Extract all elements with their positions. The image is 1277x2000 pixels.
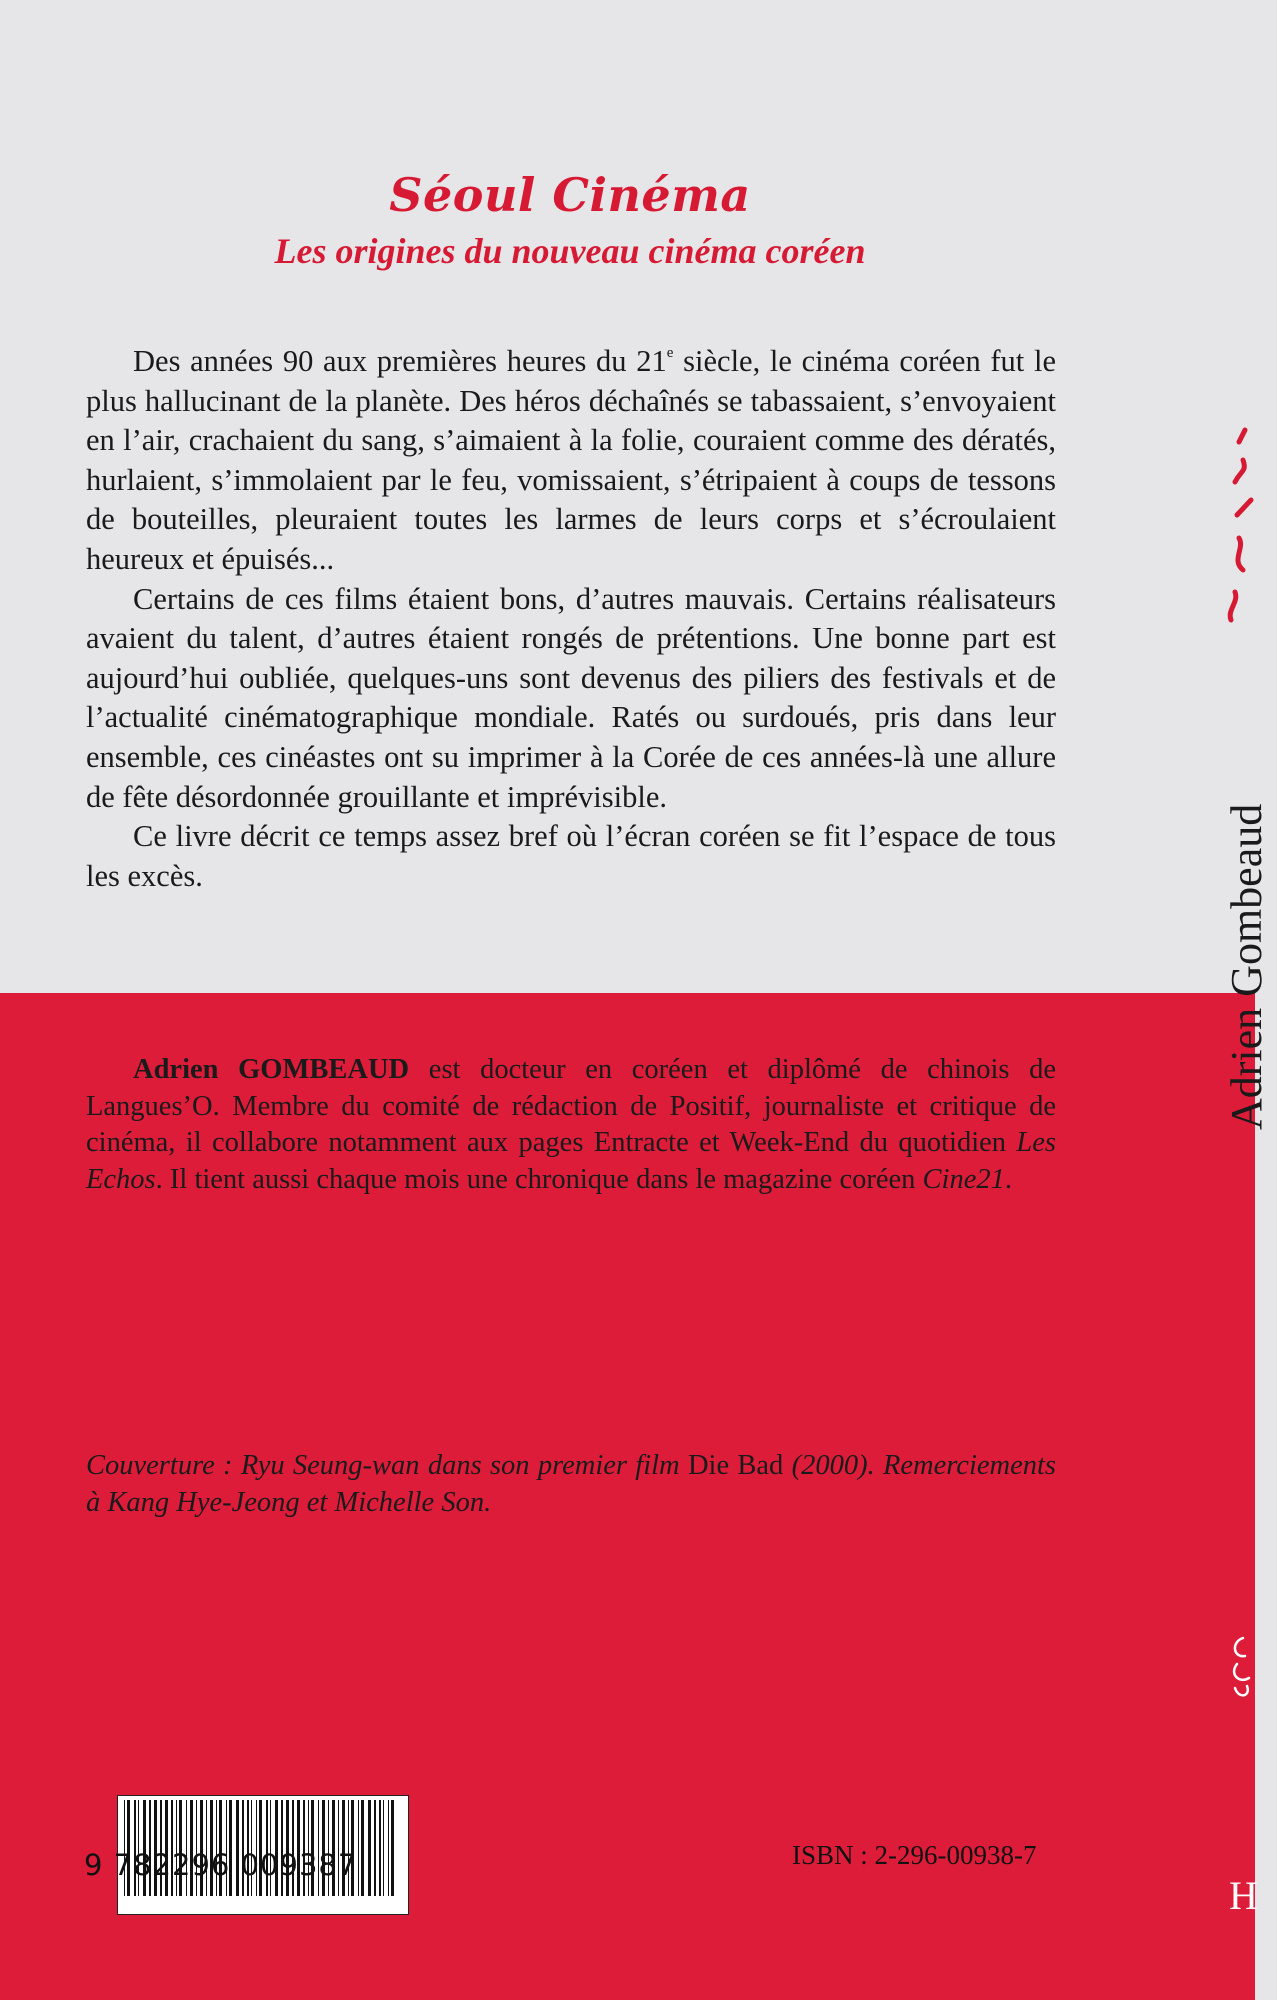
blurb-paragraph-2: Certains de ces films étaient bons, d’autres mauvais. Certains réalisateurs avaient du talent, d’autres étaient rongés de prétentions. Une bonne part est aujourd’hui oubliée, quelques-uns sont devenus des piliers des festivals et de l’actualité cinématographique mondiale. Ratés ou surdoués, pris dans leur ensemble, ces cinéastes ont su imprimer à la Corée de ces années-là une allure de fête désordonnée grouillante et imprévisible. <box>86 581 1056 814</box>
barcode-bar <box>388 1800 389 1896</box>
barcode-number: 9 782296 009387 <box>84 1848 358 1882</box>
book-title: Séoul Cinéma <box>389 168 751 222</box>
back-cover-blurb <box>86 342 1056 896</box>
publisher-logo-icon <box>1225 1630 1265 1710</box>
bio-text: est docteur en coréen et diplômé de chinois de Langues’O. Membre du comité de rédaction de Positif, journaliste et critique de cinéma, il collabore notamment aux pages Entracte et Week-End du quotidien <box>86 1054 1057 1158</box>
newspaper-name: Les Echos <box>86 1127 1056 1195</box>
barcode-bar <box>391 1800 394 1896</box>
blurb-paragraph-3: Ce livre décrit ce temps assez bref où l’écran coréen se fit l’espace de tous les excès. <box>86 819 1056 893</box>
spine-author: Adrien Gombeaud <box>1222 803 1271 1130</box>
credit-text: Couverture : Ryu Seung-wan dans son premier film <box>86 1450 688 1481</box>
author-biography <box>86 1052 1056 1198</box>
blurb-paragraph-1 <box>86 342 1056 580</box>
bio-text: . <box>1004 1163 1012 1195</box>
blurb-text: Des années 90 aux premières heures du 21 <box>133 344 667 378</box>
bio-text: . Il tient aussi chaque mois une chronique dans le magazine coréen <box>155 1163 923 1195</box>
barcode-bar <box>358 1800 359 1896</box>
book-subtitle: Les origines du nouveau cinéma coréen <box>274 231 866 271</box>
isbn: ISBN : 2-296-00938-7 <box>792 1840 1037 1870</box>
barcode-bar <box>379 1800 381 1896</box>
credit-text: (2000). Remerciements à Kang Hye-Jeong et Michelle Son. <box>86 1450 1057 1518</box>
magazine-name: Cine21 <box>922 1163 1005 1195</box>
barcode-bar <box>361 1800 364 1896</box>
cover-credit <box>86 1448 1056 1521</box>
publisher-initial: H <box>1229 1873 1258 1918</box>
book-spine <box>1215 0 1271 2000</box>
superscript: e <box>666 345 674 361</box>
barcode-bar <box>383 1800 384 1896</box>
blurb-text: siècle, le cinéma coréen fut le plus hallucinant de la planète. Des héros déchaînés se tabassaient, s’envoyaient en l’air, crachaient du sang, s’aimaient à la folie, couraient comme des dératés, hurlaient, s’immolaient par le feu, vomissaient, s’étripaient à coups de tessons de bouteilles, pleuraient toutes les larmes de leurs corps et s’écroulaient heureux et épuisés... <box>86 344 1057 576</box>
spine-lower <box>1215 993 1255 2000</box>
author-name: Adrien GOMBEAUD <box>133 1054 410 1085</box>
barcode-bar <box>368 1800 371 1896</box>
spine-title-fragment <box>1217 420 1277 620</box>
film-title: Die Bad <box>687 1450 784 1481</box>
barcode-bar <box>374 1800 376 1896</box>
bio-paragraph <box>86 1052 1056 1198</box>
